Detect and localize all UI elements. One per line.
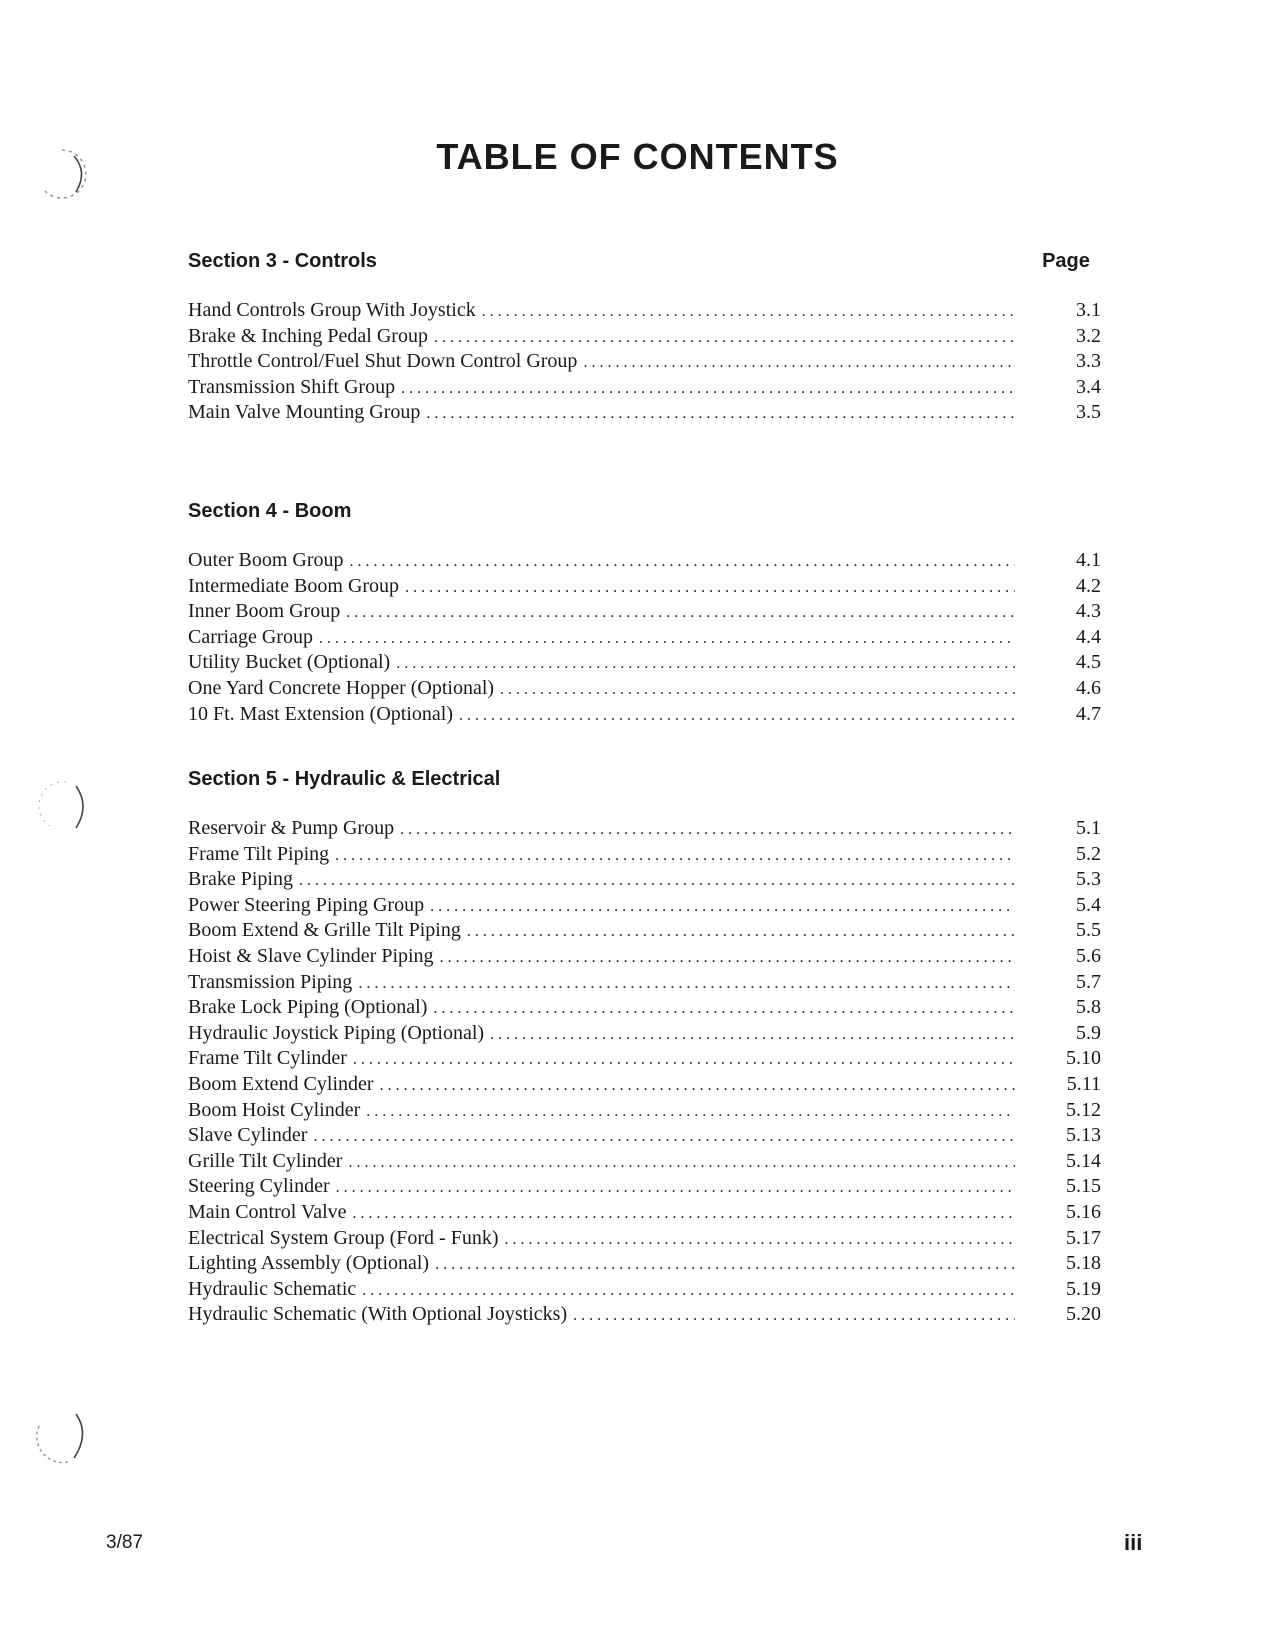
dot-leader xyxy=(401,376,1015,402)
dot-leader xyxy=(353,1047,1015,1073)
dot-leader xyxy=(348,1150,1015,1176)
toc-entry[interactable] xyxy=(188,970,1113,996)
toc-entry-page: 5.4 xyxy=(1076,893,1101,916)
toc-entry[interactable] xyxy=(188,1174,1113,1200)
section-hydraulic-electrical xyxy=(188,766,1113,1328)
section-heading: Section 4 - Boom xyxy=(188,500,352,522)
dot-leader xyxy=(459,703,1015,729)
toc-entry-title: Brake & Inching Pedal Group xyxy=(188,324,428,347)
section-heading: Section 5 - Hydraulic & Electrical xyxy=(188,768,501,790)
toc-entry-title: Transmission Shift Group xyxy=(188,375,396,398)
dot-leader xyxy=(505,1227,1016,1253)
dot-leader xyxy=(467,919,1015,945)
toc-entry-title: Brake Piping xyxy=(188,868,293,891)
toc-entry[interactable] xyxy=(188,574,1113,600)
toc-entry-title: Boom Extend & Grille Tilt Piping xyxy=(188,919,461,942)
dot-leader xyxy=(482,299,1015,325)
dot-leader xyxy=(583,350,1015,376)
page-title: TABLE OF CONTENTS xyxy=(436,136,839,177)
dot-leader xyxy=(299,868,1015,894)
toc-entry[interactable] xyxy=(188,548,1113,574)
toc-entry[interactable] xyxy=(188,1072,1113,1098)
section-controls xyxy=(188,248,1113,426)
toc-entry-title: Transmission Piping xyxy=(188,970,353,993)
dot-leader xyxy=(430,894,1015,920)
toc-entry-list xyxy=(188,548,1113,727)
dot-leader xyxy=(319,626,1015,652)
toc-entry-title: 10 Ft. Mast Extension (Optional) xyxy=(188,702,453,725)
toc-entry[interactable] xyxy=(188,400,1113,426)
punch-hole-mark-middle xyxy=(32,776,92,836)
toc-entry[interactable] xyxy=(188,625,1113,651)
toc-entry[interactable] xyxy=(188,816,1113,842)
dot-leader xyxy=(313,1124,1015,1150)
toc-entry-page: 5.18 xyxy=(1066,1252,1101,1275)
dot-leader xyxy=(490,1022,1015,1048)
toc-entry-page: 5.10 xyxy=(1066,1047,1101,1070)
dot-leader xyxy=(500,677,1015,703)
toc-entry[interactable] xyxy=(188,1200,1113,1226)
page-column-header: Page xyxy=(1042,250,1090,272)
toc-entry[interactable] xyxy=(188,1149,1113,1175)
toc-entry-page: 5.9 xyxy=(1076,1021,1101,1044)
dot-leader xyxy=(426,401,1015,427)
toc-entry[interactable] xyxy=(188,893,1113,919)
toc-entry-page: 5.1 xyxy=(1076,817,1101,839)
toc-entry-page: 5.16 xyxy=(1066,1200,1101,1223)
toc-entry-page: 5.6 xyxy=(1076,944,1101,967)
toc-entry-title: Frame Tilt Piping xyxy=(188,842,330,865)
toc-entry[interactable] xyxy=(188,349,1113,375)
toc-entry-title: Carriage Group xyxy=(188,625,313,648)
toc-entry-list xyxy=(188,816,1113,1328)
dot-leader xyxy=(405,575,1015,601)
toc-entry-title: Hand Controls Group With Joystick xyxy=(188,299,476,321)
toc-entry-page: 4.1 xyxy=(1076,549,1101,571)
toc-entry-page: 5.19 xyxy=(1066,1277,1101,1300)
punch-hole-mark-bottom xyxy=(32,1404,92,1464)
toc-entry-page: 3.1 xyxy=(1076,299,1101,321)
toc-entry-title: Main Control Valve xyxy=(188,1200,347,1223)
toc-entry-page: 3.4 xyxy=(1076,375,1101,398)
toc-entry-page: 5.17 xyxy=(1066,1226,1101,1249)
toc-entry-page: 5.2 xyxy=(1076,842,1101,865)
toc-entry-page: 4.7 xyxy=(1076,702,1101,725)
toc-entry-title: Frame Tilt Cylinder xyxy=(188,1047,347,1070)
toc-entry-title: One Yard Concrete Hopper (Optional) xyxy=(188,676,495,699)
toc-entry-title: Inner Boom Group xyxy=(188,600,341,623)
dot-leader xyxy=(435,1252,1015,1278)
toc-entry-title: Power Steering Piping Group xyxy=(188,893,425,916)
toc-entry-page: 4.3 xyxy=(1076,600,1101,623)
toc-entry[interactable] xyxy=(188,1226,1113,1252)
dot-leader xyxy=(396,651,1015,677)
toc-entry-title: Utility Bucket (Optional) xyxy=(188,651,391,674)
toc-entry[interactable] xyxy=(188,995,1113,1021)
toc-entry-title: Boom Hoist Cylinder xyxy=(188,1098,361,1121)
toc-entry-page: 5.15 xyxy=(1066,1175,1101,1198)
toc-entry[interactable] xyxy=(188,1123,1113,1149)
footer-page-number: iii xyxy=(1124,1530,1143,1555)
toc-entry-title: Grille Tilt Cylinder xyxy=(188,1149,343,1172)
toc-entry-title: Electrical System Group (Ford - Funk) xyxy=(188,1226,499,1249)
toc-entry-page: 3.2 xyxy=(1076,324,1101,347)
toc-entry-title: Slave Cylinder xyxy=(188,1124,308,1147)
dot-leader xyxy=(400,817,1015,843)
dot-leader xyxy=(358,971,1015,997)
dot-leader xyxy=(353,1201,1015,1227)
toc-entry[interactable] xyxy=(188,650,1113,676)
toc-entry[interactable] xyxy=(188,944,1113,970)
dot-leader xyxy=(573,1303,1015,1329)
toc-entry-title: Intermediate Boom Group xyxy=(188,574,400,597)
toc-entry[interactable] xyxy=(188,298,1113,324)
dot-leader xyxy=(434,325,1015,351)
dot-leader xyxy=(346,600,1015,626)
dot-leader xyxy=(433,996,1015,1022)
toc-entry-page: 3.3 xyxy=(1076,350,1101,373)
toc-entry[interactable] xyxy=(188,1021,1113,1047)
toc-entry-page: 4.6 xyxy=(1076,676,1101,699)
toc-entry[interactable] xyxy=(188,702,1113,728)
toc-entry-title: Steering Cylinder xyxy=(188,1175,330,1198)
dot-leader xyxy=(336,1175,1015,1201)
toc-entry-title: Brake Lock Piping (Optional) xyxy=(188,996,428,1019)
toc-entry[interactable] xyxy=(188,1302,1113,1328)
toc-entry-list xyxy=(188,298,1113,426)
toc-entry-title: Main Valve Mounting Group xyxy=(188,401,421,424)
toc-entry-page: 5.13 xyxy=(1066,1124,1101,1147)
toc-entry[interactable] xyxy=(188,375,1113,401)
toc-entry-page: 4.2 xyxy=(1076,574,1101,597)
toc-entry[interactable] xyxy=(188,842,1113,868)
toc-entry[interactable] xyxy=(188,1098,1113,1124)
toc-entry-page: 5.14 xyxy=(1066,1149,1101,1172)
section-heading: Section 3 - Controls xyxy=(188,250,377,272)
toc-entry-page: 4.4 xyxy=(1076,625,1101,648)
toc-entry-page: 5.12 xyxy=(1066,1098,1101,1121)
toc-entry-page: 5.11 xyxy=(1066,1072,1101,1095)
toc-entry-title: Hydraulic Schematic (With Optional Joysticks) xyxy=(188,1303,568,1326)
toc-entry-page: 5.5 xyxy=(1076,919,1101,942)
toc-entry-page: 5.20 xyxy=(1066,1303,1101,1326)
toc-entry-page: 5.8 xyxy=(1076,996,1101,1019)
toc-entry[interactable] xyxy=(188,1046,1113,1072)
toc-entry-page: 5.3 xyxy=(1076,868,1101,891)
toc-entry-page: 5.7 xyxy=(1076,970,1101,993)
toc-entry-title: Throttle Control/Fuel Shut Down Control Group xyxy=(188,350,578,373)
dot-leader xyxy=(380,1073,1015,1099)
toc-entry[interactable] xyxy=(188,676,1113,702)
section-boom xyxy=(188,498,1113,727)
toc-entry[interactable] xyxy=(188,918,1113,944)
toc-entry-title: Hydraulic Joystick Piping (Optional) xyxy=(188,1021,485,1044)
toc-entry[interactable] xyxy=(188,1251,1113,1277)
toc-entry-title: Outer Boom Group xyxy=(188,549,344,571)
toc-entry[interactable] xyxy=(188,324,1113,350)
dot-leader xyxy=(366,1099,1015,1125)
toc-entry-title: Lighting Assembly (Optional) xyxy=(188,1252,430,1275)
toc-entry[interactable] xyxy=(188,867,1113,893)
toc-entry[interactable] xyxy=(188,1277,1113,1303)
dot-leader xyxy=(362,1278,1015,1304)
toc-entry-title: Reservoir & Pump Group xyxy=(188,817,395,839)
dot-leader xyxy=(440,945,1015,971)
dot-leader xyxy=(335,843,1015,869)
toc-entry[interactable] xyxy=(188,599,1113,625)
toc-entry-page: 3.5 xyxy=(1076,401,1101,424)
footer-date: 3/87 xyxy=(106,1532,143,1553)
dot-leader xyxy=(350,549,1015,575)
toc-entry-title: Boom Extend Cylinder xyxy=(188,1072,374,1095)
toc-entry-title: Hoist & Slave Cylinder Piping xyxy=(188,944,434,967)
toc-entry-title: Hydraulic Schematic xyxy=(188,1277,357,1300)
toc-entry-page: 4.5 xyxy=(1076,651,1101,674)
